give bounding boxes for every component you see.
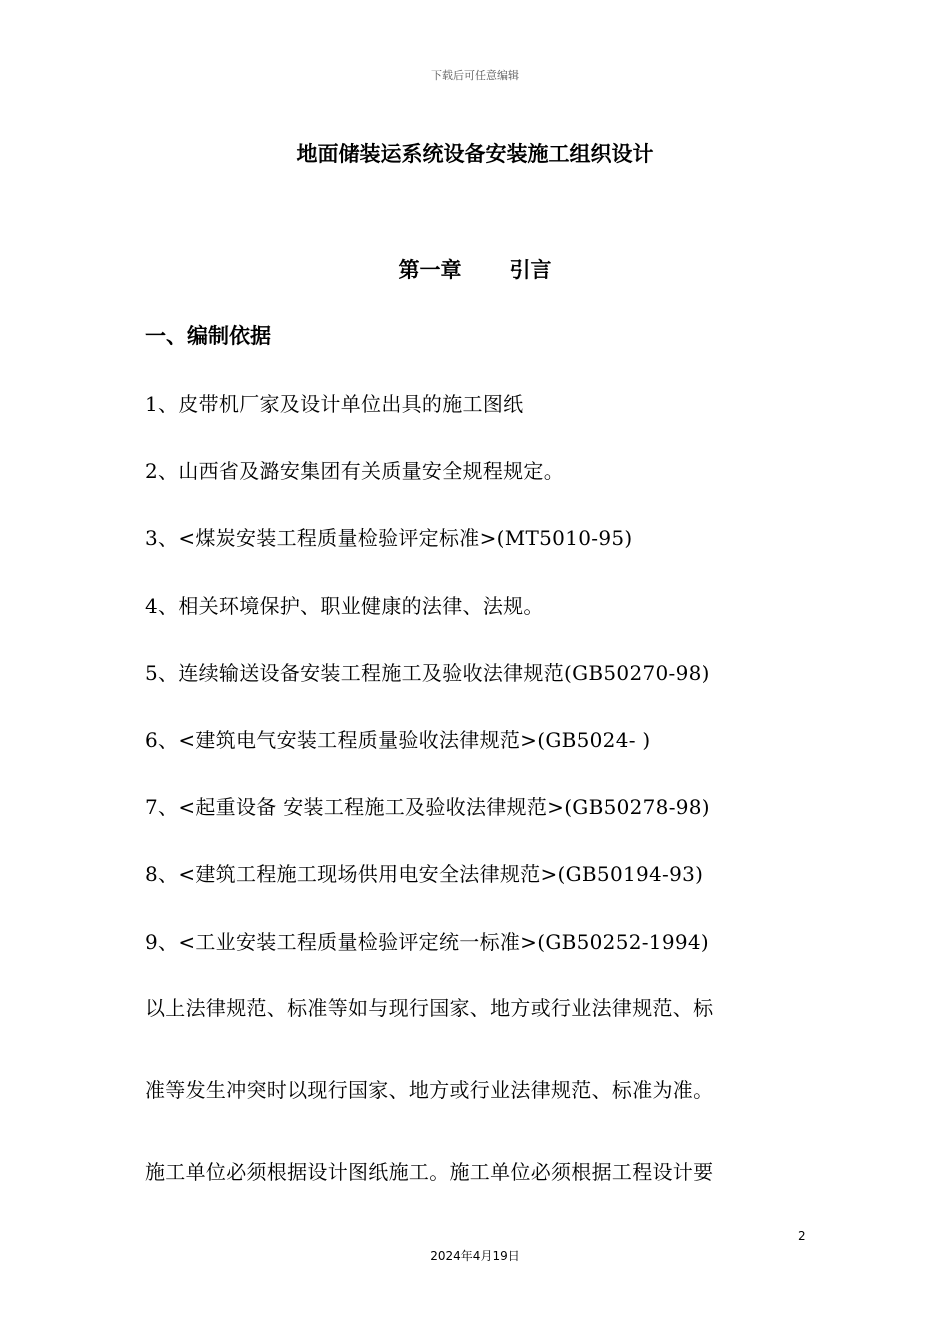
section-heading: 一、编制依据 xyxy=(145,324,271,348)
basis-item: 9、<工业安装工程质量检验评定统一标准>(GB50252-1994) xyxy=(145,930,709,954)
paragraph-line: 以上法律规范、标准等如与现行国家、地方或行业法律规范、标 xyxy=(145,996,714,1020)
basis-item: 6、<建筑电气安装工程质量验收法律规范>(GB5024- ) xyxy=(145,728,651,752)
document-title: 地面储装运系统设备安装施工组织设计 xyxy=(296,142,654,166)
basis-item: 5、连续输送设备安装工程施工及验收法律规范(GB50270-98) xyxy=(145,661,710,685)
basis-item: 2、山西省及潞安集团有关质量安全规程规定。 xyxy=(145,459,565,483)
basis-item: 4、相关环境保护、职业健康的法律、法规。 xyxy=(145,594,544,618)
basis-item: 7、<起重设备 安装工程施工及验收法律规范>(GB50278-98) xyxy=(145,795,710,819)
basis-item: 3、<煤炭安装工程质量检验评定标准>(MT5010-95) xyxy=(145,526,633,550)
paragraph-line: 准等发生冲突时以现行国家、地方或行业法律规范、标准为准。 xyxy=(145,1078,714,1102)
chapter-name: 引言 xyxy=(509,258,552,282)
footer-date: 2024年4月19日 xyxy=(430,1249,520,1263)
basis-item: 1、皮带机厂家及设计单位出具的施工图纸 xyxy=(145,392,524,416)
basis-item: 8、<建筑工程施工现场供用电安全法律规范>(GB50194-93) xyxy=(145,862,704,886)
chapter-heading xyxy=(0,254,950,284)
paragraph-line: 施工单位必须根据设计图纸施工。施工单位必须根据工程设计要 xyxy=(145,1160,714,1184)
page-number: 2 xyxy=(798,1229,806,1243)
header-note: 下载后可任意编辑 xyxy=(431,69,519,82)
chapter-number: 第一章 xyxy=(398,258,462,282)
